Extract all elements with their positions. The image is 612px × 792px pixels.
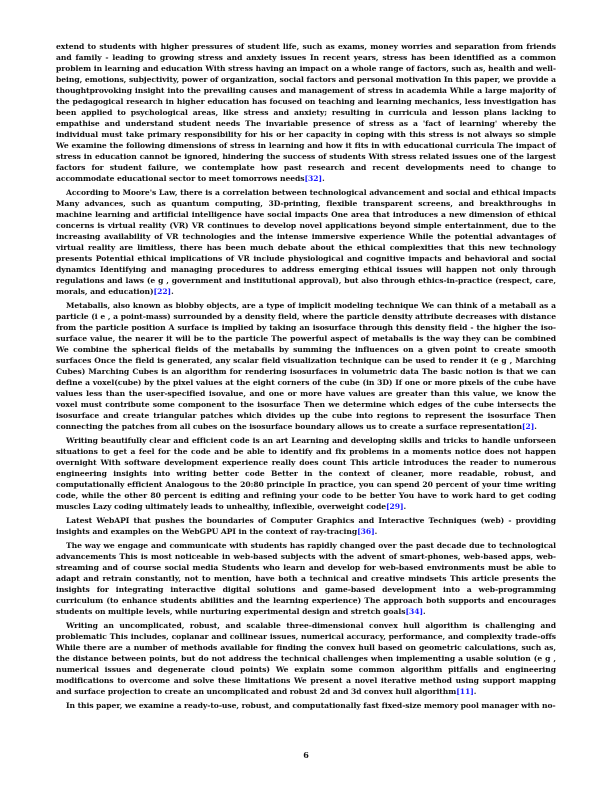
paragraph-tail: . [423,607,426,616]
paragraph-tail: . [473,687,477,696]
paragraph-text: Metaballs, also known as blobby objects, are a type of implicit modeling technique We can think of a metaball as a particle (i e , a point-mass) surrounded by a density field, where the particle density attribute decreases with distance from the particle position A surface is implied by taking an isosurface through this density field - the higher the iso-surface value, the nearer it will be to the particle The powerful aspect of metaballs is the way they can be combined We combine the spherical fields of the metaballs by summing the influences on a given point to create smooth surfaces Once the field is generated, any scalar field visualization technique can be used to render it (e g , Marching Cubes) Marching Cubes is an algorithm for rendering isosurfaces in volumetric data The basic notion is that we can define a voxel(cube) by the pixel values at the eight corners of the cube (in 3D) If one or more pixels of the cube have values less than the user-specified isovalue, and one or more have values are greater than this value, we know the voxel must contribute some component to the isosurface Then we determine which edges of the cube intersects the isosurface and create triangular patches which divides up the cube into regions to represent the isosurface Then connecting the patches from all cubes on the isosurface boundary allows us to create a surface representation [56,301,556,431]
paragraph-text: In this paper, we examine a ready-to-use, robust, and computationally fast fixed-size memory pool manager with no- [66,701,556,710]
paragraph-text: According to Moore's Law, there is a correlation between technological advancement and social and ethical impacts Many advances, such as quantum computing, 3D-printing, flexible transparent screens, and breakthroughs in machine learning and artificial intelligence have social impacts One area that introduces a new dimension of ethical concerns is virtual reality (VR) VR continues to develop novel applications beyond simple entertainment, due to the increasing availability of VR technologies and the intense immersive experience While the potential advantages of virtual reality are limitless, there has been much debate about the ethical complexities that this new technology presents Potential ethical implications of VR include physiological and cognitive impacts and behavioral and social dynamics Identifying and managing procedures to address emerging ethical issues will happen not only through regulations and laws (e g , government and institutional approval), but also through ethics-in-practice (respect, care, morals, and education) [56,188,556,296]
paragraph-tail: . [534,422,537,431]
paragraph-text: extend to students with higher pressures of student life, such as exams, money worries and separation from friends and family - leading to growing stress and anxiety issues In recent years, stress has been identified as a common problem in learning and education With stress having an impact on a whole range of factors, such as, health and well-being, emotions, subjectivity, power of organization, social factors and personal motivation In this paper, we provide a thoughtprovoking insight into the prevailing causes and management of stress in academia While a large majority of the pedagogical research in higher education has focused on teaching and learning mechanics, less investigation has been applied to psychological areas, like stress and anxiety; resulting in curricula and lesson plans lacking to empathise and understand student needs The invariable presence of stress as a 'fact of learning' whereby the individual must take primary responsibility for his or her capacity in coping with this stress is not always so simple We examine the following dimensions of stress in learning and how it fits in with educational curricula The impact of stress in education cannot be ignored, hindering the success of students With stress related issues one of the largest factors for student failure, we contemplate how past research and recent developments need to change to accommodate educational sector to meet tomorrows needs [56,42,556,183]
paragraph-text: Latest WebAPI that pushes the boundaries of Computer Graphics and Interactive Techniques (web) - providing insights and examples on the WebGPU API in the context of ray-tracing [56,516,556,536]
paragraph-vr-ethics [56,187,556,297]
paragraph-tail: . [374,527,378,536]
citation-link[interactable]: [36] [357,527,375,536]
paragraph-text: Writing beautifully clear and efficient code is an art Learning and developing skills and tricks to handle unforseen situations to get a feel for the code and be able to identify and fix problems in a moments notice does not happen overnight With software development experience really does count This article introduces the reader to numerous engineering insights into writing better code Better in the context of cleaner, more readable, robust, and computationally efficient Analogous to the 20:80 principle In practice, you can spend 20 percent of your time writing code, while the other 80 percent is editing and refining your code to be better You have to work hard to get coding muscles Lazy coding ultimately leads to unhealthy, inflexible, overweight code [56,436,556,511]
paragraph-stress-in-education [56,41,556,184]
citation-link[interactable]: [29] [385,502,404,511]
paragraph-tail: . [403,502,407,511]
paragraph-convex-hull [56,620,556,697]
citation-link[interactable]: [34] [405,607,423,616]
paragraph-text: The way we engage and communicate with students has rapidly changed over the past decade due to technological advancements This is most noticeable in web-based subjects with the advent of smart-phones, web-based apps, web-streaming and of course social media Students who learn and develop for web-based environments must be able to adapt and retrain constantly, not to mention, have both a technical and creative mindsets This article presents the insights for integrating interactive digital solutions and game-based development into a web-programming curriculum (to enhance students abilities and the learning experience) The approach both supports and encourages students on multiple levels, while nurturing experimental design and stretch goals [56,541,556,616]
paragraph-metaballs [56,300,556,432]
citation-link[interactable]: [11] [456,687,474,696]
paragraph-clean-code [56,435,556,512]
page-number: 6 [303,750,309,760]
citation-link[interactable]: [2] [521,422,535,431]
paragraph-tail: . [322,174,325,183]
paragraph-webgpu [56,515,556,537]
document-body [56,41,556,714]
paragraph-tail: . [171,287,174,296]
paragraph-memory-pool [56,700,556,711]
paragraph-web-curriculum [56,540,556,617]
citation-link[interactable]: [22] [153,287,172,296]
paragraph-text: Writing an uncomplicated, robust, and scalable three-dimensional convex hull algorithm is challenging and problematic This includes, coplanar and collinear issues, numerical accuracy, performance, and complexity trade-offs While there are a number of methods available for finding the convex hull based on geometric calculations, such as, the distance between points, but do not address the technical challenges when implementing a usable solution (e g , numerical issues and degenerate cloud points) We explain some common algorithm pitfalls and engineering modifications to overcome and solve these limitations We present a novel iterative method using support mapping and surface projection to create an uncomplicated and robust 2d and 3d convex hull algorithm [56,621,556,696]
citation-link[interactable]: [32] [304,174,323,183]
